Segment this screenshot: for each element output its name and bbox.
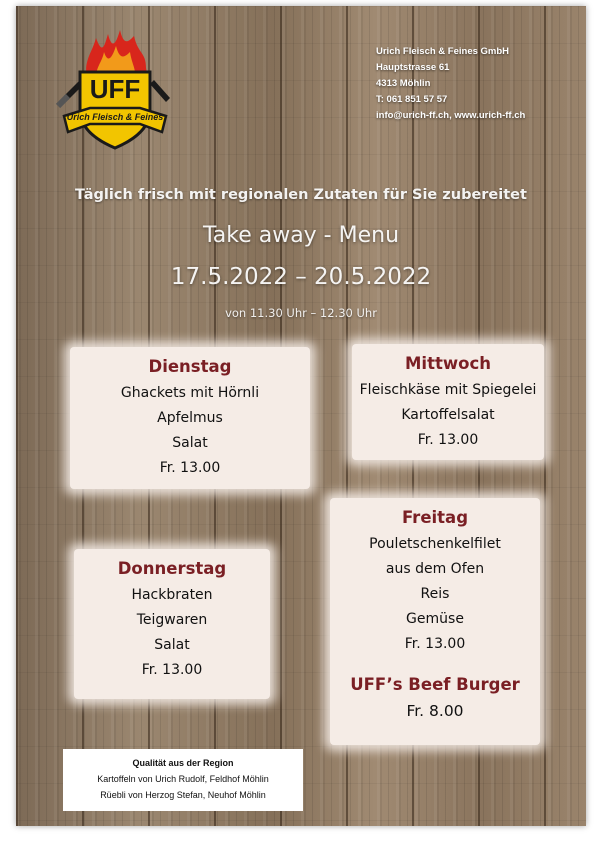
menu-item: Kartoffelsalat [401, 407, 495, 423]
logo-monogram: UFF [89, 74, 141, 104]
day-name: Dienstag [148, 357, 232, 376]
quality-note [63, 749, 303, 811]
menu-card-mittwoch [352, 344, 544, 460]
day-name: Donnerstag [117, 559, 227, 578]
menu-item: Ghackets mit Hörnli [120, 385, 260, 401]
company-city: 4313 Möhlin [376, 78, 431, 89]
menu-card-dienstag [70, 347, 310, 489]
company-info [376, 44, 581, 124]
logo-banner-text: Urich Fleisch & Feines [66, 112, 164, 122]
uff-logo [50, 24, 180, 154]
company-contact[interactable]: info@urich-ff.ch, www.urich-ff.ch [376, 110, 526, 121]
quality-line: Rüebli von Herzog Stefan, Neuhof Möhlin [100, 790, 266, 800]
quality-line: Kartoffeln von Urich Rudolf, Feldhof Möhlin [97, 774, 269, 784]
menu-price: Fr. 13.00 [141, 662, 203, 678]
day-name: Freitag [401, 508, 469, 527]
menu-item: Salat [172, 435, 208, 451]
quality-title: Qualität aus der Region [132, 758, 234, 768]
tagline: Täglich frisch mit regionalen Zutaten für Sie zubereitet [75, 187, 527, 203]
menu-item: Hackbraten [131, 587, 213, 603]
menu-item: Gemüse [406, 611, 464, 627]
menu-price: Fr. 13.00 [159, 460, 221, 476]
day-name: Mittwoch [405, 354, 491, 373]
cleaver-handle-icon [56, 94, 70, 108]
burger-price: Fr. 8.00 [406, 702, 464, 720]
menu-item: Apfelmus [157, 410, 223, 426]
menu-price: Fr. 13.00 [404, 636, 466, 652]
burger-name: UFF’s Beef Burger [350, 675, 520, 694]
date-range: 17.5.2022 – 20.5.2022 [170, 264, 432, 290]
menu-item: Fleischkäse mit Spiegelei [359, 382, 537, 398]
menu-item: Teigwaren [136, 612, 208, 628]
menu-item: aus dem Ofen [385, 561, 485, 577]
menu-item: Salat [154, 637, 190, 653]
uff-logo-graphic [50, 24, 180, 154]
menu-price: Fr. 13.00 [417, 432, 479, 448]
company-name: Urich Fleisch & Feines GmbH [376, 46, 510, 57]
time-range: von 11.30 Uhr – 12.30 Uhr [225, 306, 377, 320]
menu-title: Take away - Menu [202, 223, 400, 248]
company-phone: T: 061 851 57 57 [376, 94, 448, 105]
menu-item: Pouletschenkelfilet [369, 536, 501, 552]
menu-card-donnerstag [74, 549, 270, 699]
menu-card-freitag [330, 498, 540, 745]
menu-flyer [16, 6, 586, 826]
company-street: Hauptstrasse 61 [376, 62, 450, 73]
fork-icon [150, 80, 170, 102]
menu-item: Reis [420, 586, 450, 602]
